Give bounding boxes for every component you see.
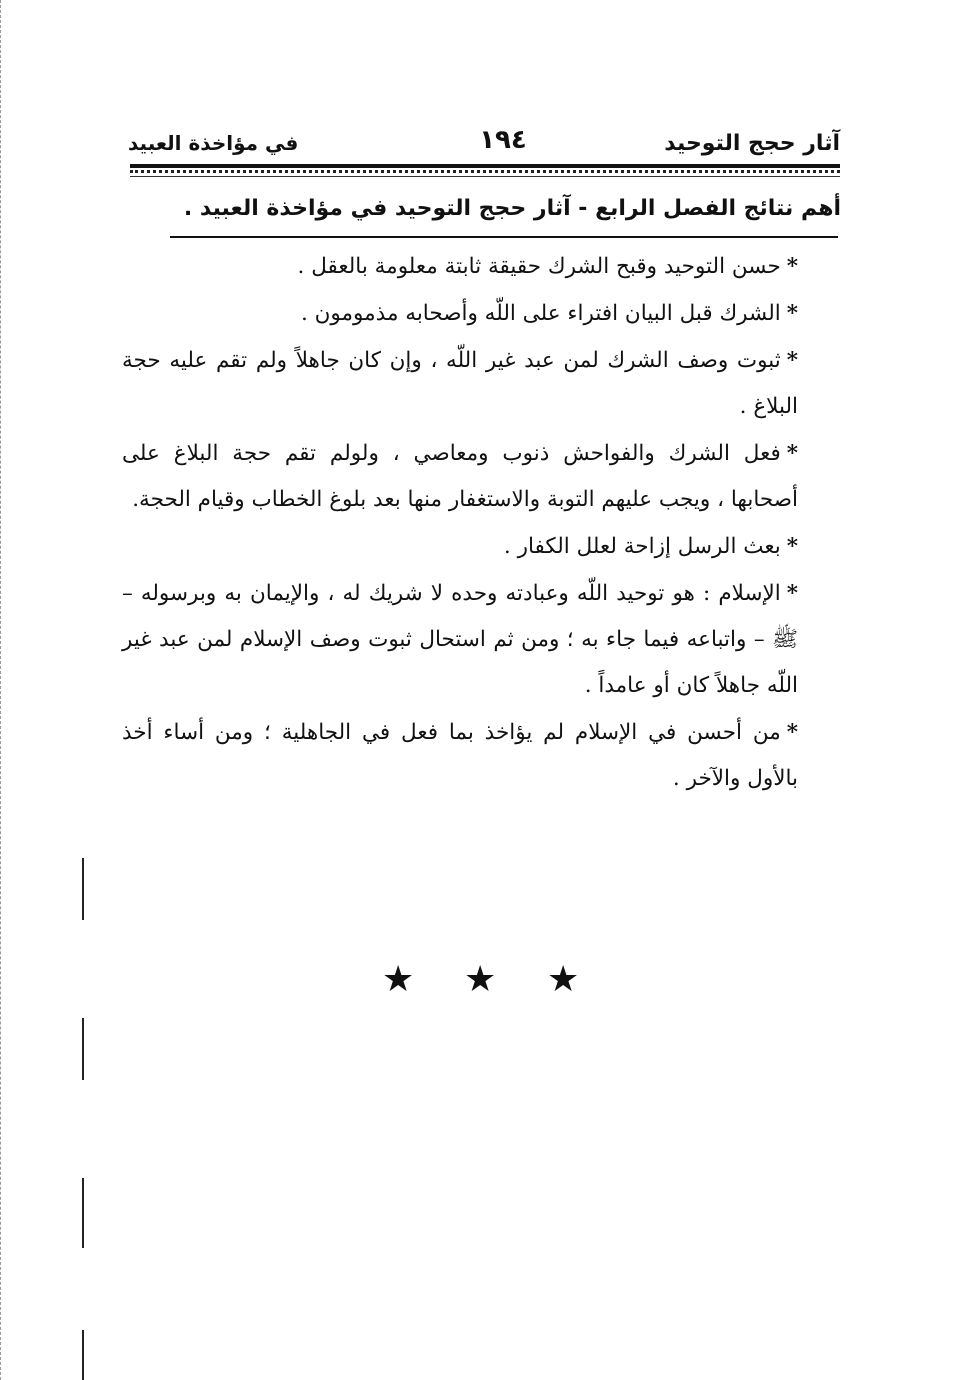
bullet-marker: * bbox=[786, 348, 798, 373]
bullet-marker: * bbox=[786, 254, 798, 279]
star-icon: ★ bbox=[464, 959, 497, 1000]
binding-mark bbox=[82, 1018, 84, 1080]
bullet-marker: * bbox=[786, 534, 798, 559]
bullet-marker: * bbox=[786, 441, 798, 466]
list-item bbox=[122, 338, 798, 430]
list-item-text: بعث الرسل إزاحة لعلل الكفار . bbox=[503, 534, 781, 559]
list-item-text: فعل الشرك والفواحش ذنوب ومعاصي ، ولولم تقم حجة البلاغ على أصحابها ، ويجب عليهم التوبة والاستغفار منها بعد بلوغ الخطاب وقيام الحجة. bbox=[122, 441, 798, 512]
list-item bbox=[122, 244, 798, 290]
bullet-marker: * bbox=[786, 301, 798, 326]
heading-underline bbox=[170, 236, 838, 238]
list-item-text: ثبوت وصف الشرك لمن عبد غير اللّه ، وإن كان جاهلاً ولم تقم عليه حجة البلاغ . bbox=[122, 348, 798, 419]
binding-mark bbox=[82, 1178, 84, 1248]
binding-mark bbox=[82, 858, 84, 920]
star-icon: ★ bbox=[382, 959, 415, 1000]
bullet-marker: * bbox=[786, 720, 798, 745]
list-item-text: من أحسن في الإسلام لم يؤاخذ بما فعل في الجاهلية ؛ ومن أساء أخذ بالأول والآخر . bbox=[122, 720, 798, 791]
header-subtitle: في مؤاخذة العبيد bbox=[128, 131, 299, 155]
header-rule-thick bbox=[130, 164, 840, 168]
list-item bbox=[122, 710, 798, 802]
header-rule-thin bbox=[130, 176, 840, 177]
header-book-title: آثار حجج التوحيد bbox=[664, 131, 840, 156]
header-rule-dotted bbox=[130, 170, 840, 173]
conclusions-list bbox=[122, 244, 798, 803]
list-item bbox=[122, 431, 798, 523]
page-edge bbox=[0, 0, 2, 1380]
list-item bbox=[122, 291, 798, 337]
running-header bbox=[128, 125, 840, 165]
list-item bbox=[122, 524, 798, 570]
section-heading: أهم نتائج الفصل الرابع - آثار حجج التوحيد في مؤاخذة العبيد . bbox=[183, 196, 841, 221]
page-number: ١٩٤ bbox=[479, 125, 527, 155]
list-item-text: الإسلام : هو توحيد اللّه وعبادته وحده لا شريك له ، والإيمان به وبرسوله – ﷺ – واتباعه فيما جاء به ؛ ومن ثم استحال ثبوت وصف الإسلام لمن عبد غير اللّه جاهلاً كان أو عامداً . bbox=[122, 581, 798, 698]
list-item-text: حسن التوحيد وقبح الشرك حقيقة ثابتة معلومة بالعقل . bbox=[297, 254, 781, 279]
bullet-marker: * bbox=[786, 581, 798, 606]
list-item-text: الشرك قبل البيان افتراء على اللّه وأصحابه مذمومون . bbox=[300, 301, 781, 326]
binding-mark bbox=[82, 1330, 84, 1380]
list-item bbox=[122, 571, 798, 709]
star-icon: ★ bbox=[547, 959, 580, 1000]
